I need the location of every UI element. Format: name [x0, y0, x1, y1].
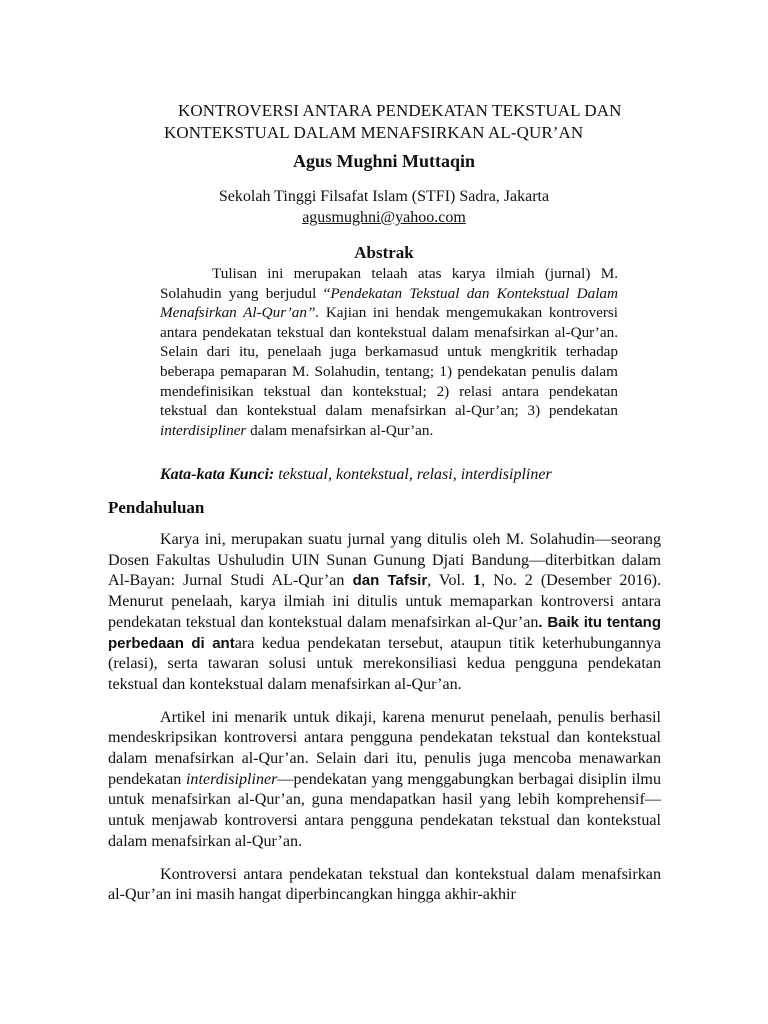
abstract-text-3: dalam menafsirkan al-Qur’an.: [246, 421, 434, 439]
p3-text-c: ini masih hangat diperbincangkan hingga akhir-akhir: [171, 886, 516, 904]
abstract-heading: Abstrak: [354, 243, 414, 262]
section-body: [108, 530, 661, 906]
p1-text-b: Qur’an: [298, 572, 345, 590]
p2-text-b: Qur’an: [258, 750, 305, 768]
body-paragraph-3: [108, 865, 661, 906]
p1-text-a: Karya ini, merupakan suatu jurnal yang ditulis oleh M. Solahudin—seorang Dosen Fakultas Ushuludin UIN Sunan Gunung Djati Bandung—diterbitkan dalam Al-Bayan: Jurnal Studi AL-: [108, 531, 661, 590]
p1-text-c: dan Tafsir: [344, 572, 428, 590]
abstract-text-1: Tulisan ini merupakan telaah atas karya ilmiah (jurnal) M. Solahudin yang berjudul “: [160, 265, 618, 302]
p1-text-i: ara kedua pendekatan tersebut, ataupun titik keterhubungannya (relasi), serta tawaran solusi untuk merekonsiliasi kedua pengguna pendekatan tekstual dan kontekstual dalam menafsirkan al-: [108, 634, 661, 693]
affiliation: Sekolah Tinggi Filsafat Islam (STFI) Sadra, Jakarta: [218, 188, 550, 205]
p1-text-j: Qur’an: [411, 675, 458, 693]
keywords: [160, 466, 630, 484]
abstract-body: [160, 264, 618, 440]
p2-text-f: Qur’an: [254, 791, 301, 809]
p1-text-k: .: [457, 675, 462, 693]
paper-title: [150, 100, 670, 144]
body-paragraph-2: [108, 708, 661, 853]
p2-text-c: . Selain dari itu, penulis juga mencoba menawarkan pendekatan: [108, 750, 661, 788]
p2-text-a: Artikel ini menarik untuk dikaji, karena menurut penelaah, penulis berhasil mendeskripsikan kontroversi antara pengguna pendekatan tekstual dan kontekstual dalam menafsirkan al-: [108, 708, 661, 768]
title-line-2: KONTEKSTUAL DALAM MENAFSIRKAN AL-QUR’AN: [164, 123, 584, 142]
p3-text-b: Qur’an: [124, 886, 172, 904]
p2-text-i: .: [298, 832, 303, 850]
abstract-cited-title: Pendekatan Tekstual dan Kontekstual Dalam Menafsirkan Al-Qur’an”.: [160, 284, 618, 322]
author-name: Agus Mughni Muttaqin: [292, 151, 476, 171]
keywords-values: tekstual, kontekstual, relasi, interdisipliner: [274, 466, 552, 483]
p1-text-g: Qur’an: [492, 613, 539, 631]
body-paragraph-1: [108, 530, 661, 696]
p2-text-e: —pendekatan yang menggabungkan berbagai disiplin ilmu untuk menafsirkan al-: [108, 770, 661, 809]
p2-text-h: Qur’an: [251, 832, 299, 850]
p2-text-g: , guna mendapatkan hasil yang lebih komprehensif—untuk menjawab kontroversi antara pengguna pendekatan tekstual dan kontekstual dalam menafsirkan al-: [108, 791, 661, 850]
author-affiliation-block: [0, 186, 768, 228]
p2-text-d: interdisipliner: [185, 770, 278, 788]
p1-text-f: , No. 2 (Desember 2016). Menurut penelaah, karya ilmiah ini ditulis untuk memaparkan kontroversi antara pendekatan tekstual dan kontekstual dalam menafsirkan al-: [108, 572, 661, 631]
abstract-paragraph: [160, 264, 618, 440]
p1-text-d: , Vol.: [427, 572, 474, 590]
p1-text-h: . Baik itu tentang perbedaan di ant: [108, 613, 662, 652]
section-heading: Pendahuluan: [108, 498, 205, 517]
keywords-label: Kata-kata Kunci:: [160, 466, 275, 483]
p1-text-e: 1: [473, 572, 482, 590]
author-email-link[interactable]: agusmughni@yahoo.com: [302, 209, 466, 226]
abstract-term: interdisipliner: [160, 421, 247, 439]
abstract-text-2: Kajian ini hendak mengemukakan kontroversi antara pendekatan tekstual dan kontekstual dalam menafsirkan al-Qur’an. Selain dari itu, penelaah juga berkamasud untuk mengkritik terhadap beberapa pemaparan M. Solahudin, tentang; 1) pendekatan penulis dalam mendefinisikan tekstual dan kontekstual; 2) relasi antara pendekatan tekstual dan kontekstual dalam menafsirkan al-Qur’an; 3) pendekatan: [160, 304, 619, 420]
title-line-1: KONTROVERSI ANTARA PENDEKATAN TEKSTUAL DAN: [178, 101, 622, 120]
p3-text-a: Kontroversi antara pendekatan tekstual dan kontekstual dalam menafsirkan al-: [108, 865, 661, 904]
